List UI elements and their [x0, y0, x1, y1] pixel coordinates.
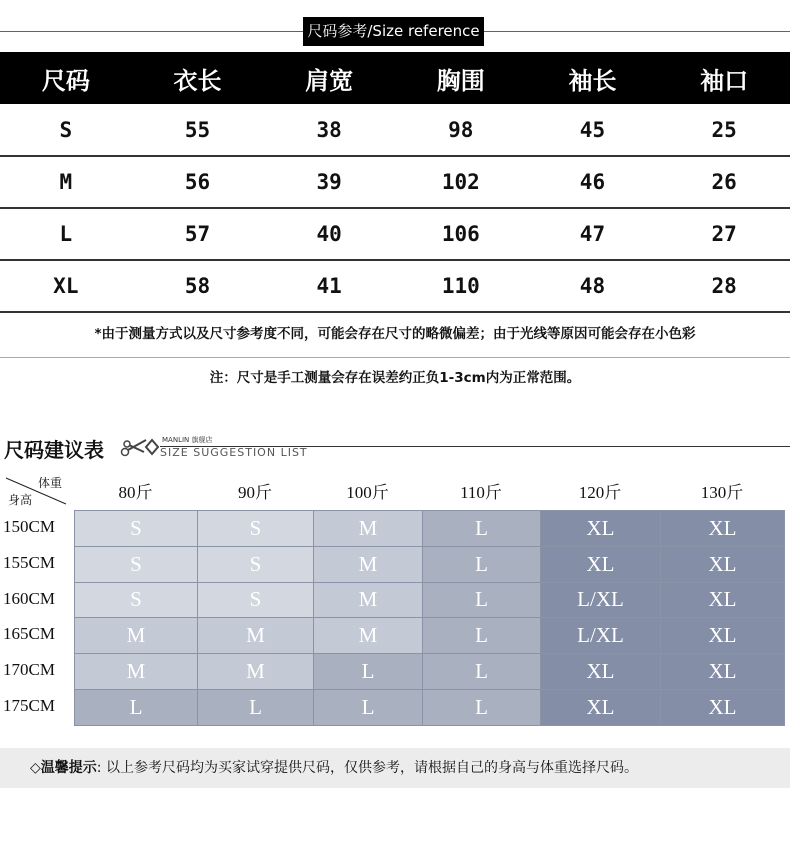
height-label: 150CM	[3, 517, 55, 536]
table-cell: 106	[395, 208, 527, 260]
grid-row	[75, 511, 785, 547]
size-cell: XL	[661, 618, 785, 654]
column-header: 衣长	[132, 52, 264, 104]
weight-header: 80斤	[118, 483, 153, 502]
size-reference-table	[0, 52, 790, 313]
tolerance-note: 注：尺寸是手工测量会存在误差约正负1-3cm内为正常范围。	[209, 370, 581, 386]
size-cell: L/XL	[541, 618, 661, 654]
size-cell: M	[314, 582, 423, 618]
weight-header: 130斤	[700, 483, 744, 502]
size-cell: L	[423, 582, 541, 618]
size-suggestion-grid	[74, 510, 785, 726]
table-cell: 55	[132, 104, 264, 156]
size-cell: L	[423, 654, 541, 690]
weight-header: 100斤	[346, 483, 389, 502]
height-label: 175CM	[3, 696, 55, 715]
size-cell: XL	[541, 689, 661, 725]
size-cell: L	[423, 618, 541, 654]
size-cell: XL	[541, 511, 661, 547]
grid-row	[75, 618, 785, 654]
table-cell: 56	[132, 156, 264, 208]
grid-row	[75, 689, 785, 725]
weight-header: 120斤	[578, 483, 622, 502]
table-cell: 57	[132, 208, 264, 260]
size-cell: XL	[541, 546, 661, 582]
size-cell: L	[314, 654, 423, 690]
suggestion-title: 尺码建议表	[4, 438, 104, 462]
height-axis-label: 身高	[8, 493, 33, 507]
size-cell: L/XL	[541, 582, 661, 618]
height-label: 155CM	[3, 552, 55, 572]
size-cell: XL	[541, 654, 661, 690]
measurement-note: *由于测量方式以及尺寸参考度不同，可能会存在尺寸的略微偏差；由于光线等原因可能会存在小色彩	[0, 312, 790, 358]
size-cell: XL	[661, 654, 785, 690]
table-cell: 26	[658, 156, 790, 208]
column-header: 袖长	[527, 52, 659, 104]
size-cell: L	[198, 689, 314, 725]
table-cell: XL	[0, 260, 132, 312]
grid-row	[75, 582, 785, 618]
height-label: 165CM	[3, 624, 55, 644]
table-cell: 40	[263, 208, 395, 260]
column-header: 尺码	[0, 52, 132, 104]
size-cell: XL	[661, 546, 785, 582]
size-cell: M	[314, 546, 423, 582]
size-cell: M	[314, 618, 423, 654]
weight-axis-label: 体重	[38, 476, 63, 490]
table-row	[0, 104, 790, 156]
scissors-icon	[118, 434, 160, 460]
section-title: 尺码参考/Size reference	[303, 17, 484, 46]
weight-header: 110斤	[460, 483, 502, 502]
brand-label: MANLIN 旗舰店	[162, 436, 213, 444]
table-cell: 47	[527, 208, 659, 260]
column-header: 胸围	[395, 52, 527, 104]
size-cell: L	[314, 689, 423, 725]
size-cell: S	[198, 546, 314, 582]
table-header	[0, 52, 790, 104]
table-cell: 39	[263, 156, 395, 208]
grid-row	[75, 546, 785, 582]
grid-row	[75, 654, 785, 690]
table-cell: 102	[395, 156, 527, 208]
column-header: 肩宽	[263, 52, 395, 104]
weight-header: 90斤	[238, 483, 272, 502]
size-cell: S	[198, 511, 314, 547]
table-cell: 27	[658, 208, 790, 260]
size-cell: M	[198, 618, 314, 654]
tip-label: ◇温馨提示	[30, 760, 97, 776]
table-cell: 58	[132, 260, 264, 312]
size-cell: XL	[661, 511, 785, 547]
size-cell: L	[423, 546, 541, 582]
height-label: 170CM	[3, 660, 55, 680]
size-cell: S	[75, 511, 198, 547]
size-cell: L	[423, 689, 541, 725]
suggestion-subtitle: SIZE SUGGESTION LIST	[160, 446, 308, 459]
table-cell: 28	[658, 260, 790, 312]
table-cell: 25	[658, 104, 790, 156]
size-cell: XL	[661, 582, 785, 618]
table-cell: 48	[527, 260, 659, 312]
size-cell: M	[198, 654, 314, 690]
table-cell: S	[0, 104, 132, 156]
table-row	[0, 156, 790, 208]
size-cell: S	[198, 582, 314, 618]
size-cell: M	[314, 511, 423, 547]
size-cell: L	[423, 511, 541, 547]
size-cell: S	[75, 582, 198, 618]
table-cell: L	[0, 208, 132, 260]
table-cell: 110	[395, 260, 527, 312]
table-row	[0, 208, 790, 260]
table-row	[0, 260, 790, 312]
table-cell: 98	[395, 104, 527, 156]
size-cell: M	[75, 654, 198, 690]
tip-bar	[0, 748, 790, 788]
table-cell: 45	[527, 104, 659, 156]
height-label: 160CM	[3, 588, 55, 608]
table-cell: M	[0, 156, 132, 208]
table-cell: 46	[527, 156, 659, 208]
table-cell: 41	[263, 260, 395, 312]
size-cell: XL	[661, 689, 785, 725]
size-cell: S	[75, 546, 198, 582]
size-cell: L	[75, 689, 198, 725]
tip-text: : 以上参考尺码均为买家试穿提供尺码，仅供参考，请根据自己的身高与体重选择尺码。	[96, 760, 638, 776]
column-header: 袖口	[658, 52, 790, 104]
size-cell: M	[75, 618, 198, 654]
table-cell: 38	[263, 104, 395, 156]
